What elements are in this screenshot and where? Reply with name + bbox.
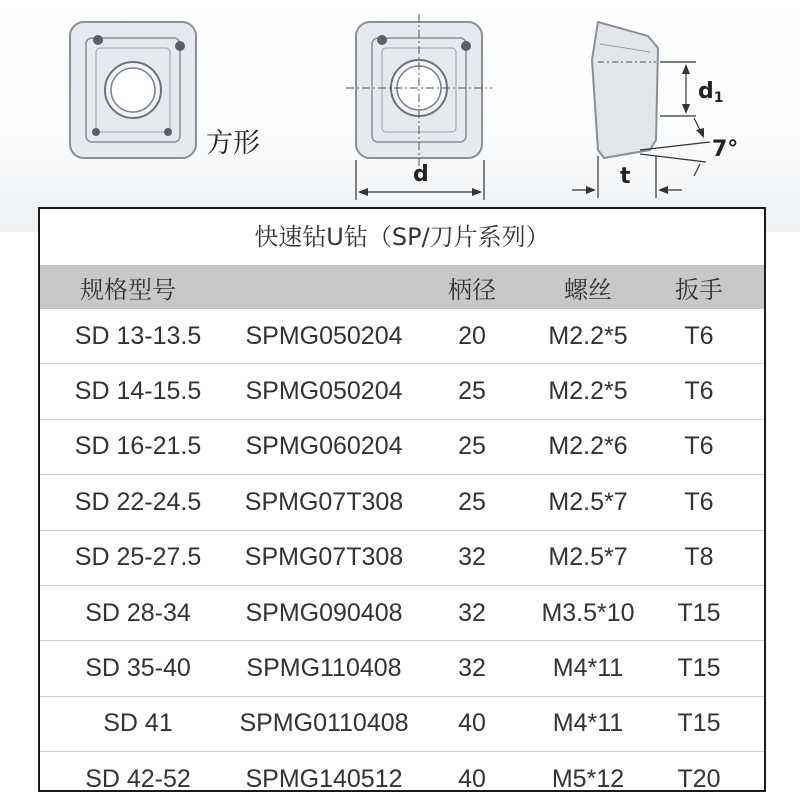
spec-table xyxy=(38,207,766,792)
table-row xyxy=(40,640,764,695)
cell-insert: SPMG07T308 xyxy=(244,487,404,516)
cell-wrench: T15 xyxy=(677,598,721,627)
cell-shank: 32 xyxy=(458,654,486,683)
cell-model: SD 13-13.5 xyxy=(74,321,202,350)
cell-wrench: T6 xyxy=(684,432,714,461)
shape-label: 方形 xyxy=(206,128,260,159)
cell-screw: M2.5*7 xyxy=(548,487,628,516)
cell-wrench: T15 xyxy=(677,709,721,738)
cell-screw: M5*12 xyxy=(551,764,625,793)
table-row xyxy=(40,309,764,363)
cell-wrench: T15 xyxy=(677,654,721,683)
cell-shank: 40 xyxy=(458,709,486,738)
cell-insert: SPMG090408 xyxy=(245,598,403,627)
table-row xyxy=(40,419,764,474)
table-title: 快速钻U钻（SP/刀片系列） xyxy=(254,223,550,251)
cell-model: SD 28-34 xyxy=(85,598,191,627)
cell-insert: SPMG07T308 xyxy=(244,543,404,572)
header-wrench: 扳手 xyxy=(675,275,723,304)
cell-wrench: T20 xyxy=(677,764,721,793)
cell-wrench: T6 xyxy=(684,321,714,350)
table-row xyxy=(40,474,764,529)
header-shank: 柄径 xyxy=(448,275,496,304)
cell-insert: SPMG050204 xyxy=(245,321,403,350)
angle-label: 7° xyxy=(712,137,739,162)
dim-d1-label: d1 xyxy=(698,79,724,106)
dim-d-label: d xyxy=(413,162,429,187)
cell-model: SD 42-52 xyxy=(85,764,191,793)
cell-screw: M3.5*10 xyxy=(541,598,635,627)
cell-shank: 20 xyxy=(458,321,486,350)
cell-model: SD 16-21.5 xyxy=(74,432,202,461)
cell-model: SD 22-24.5 xyxy=(74,487,202,516)
cell-insert: SPMG110408 xyxy=(246,654,402,683)
cell-wrench: T8 xyxy=(684,543,714,572)
cell-insert: SPMG140512 xyxy=(245,764,403,793)
header-spec: 规格型号 xyxy=(80,275,176,304)
cell-shank: 25 xyxy=(458,487,486,516)
cell-shank: 32 xyxy=(458,543,486,572)
header-screw: 螺丝 xyxy=(564,275,612,304)
cell-shank: 32 xyxy=(458,598,486,627)
cell-insert: SPMG0110408 xyxy=(239,709,409,738)
table-row xyxy=(40,530,764,585)
cell-model: SD 35-40 xyxy=(85,654,191,683)
cell-screw: M2.2*6 xyxy=(548,432,628,461)
cell-shank: 40 xyxy=(458,764,486,793)
cell-screw: M4*11 xyxy=(552,709,624,738)
cell-model: SD 25-27.5 xyxy=(74,543,202,572)
cell-screw: M2.5*7 xyxy=(548,543,628,572)
table-row xyxy=(40,751,764,806)
table-header xyxy=(40,265,764,309)
table-body xyxy=(40,309,764,807)
cell-wrench: T6 xyxy=(684,377,714,406)
dim-t-label: t xyxy=(620,164,631,189)
cell-model: SD 41 xyxy=(103,709,173,738)
cell-screw: M2.2*5 xyxy=(548,321,628,350)
side-view-icon xyxy=(572,22,710,198)
insert-diagram xyxy=(0,0,800,232)
cell-screw: M2.2*5 xyxy=(548,377,628,406)
cell-screw: M4*11 xyxy=(552,654,624,683)
cell-shank: 25 xyxy=(458,432,486,461)
cell-wrench: T6 xyxy=(684,487,714,516)
cell-shank: 25 xyxy=(458,377,486,406)
table-row xyxy=(40,363,764,418)
table-row xyxy=(40,585,764,640)
table-row xyxy=(40,696,764,751)
cell-model: SD 14-15.5 xyxy=(74,377,202,406)
cell-insert: SPMG060204 xyxy=(245,432,403,461)
cell-insert: SPMG050204 xyxy=(245,377,403,406)
square-insert-icon xyxy=(70,22,196,158)
